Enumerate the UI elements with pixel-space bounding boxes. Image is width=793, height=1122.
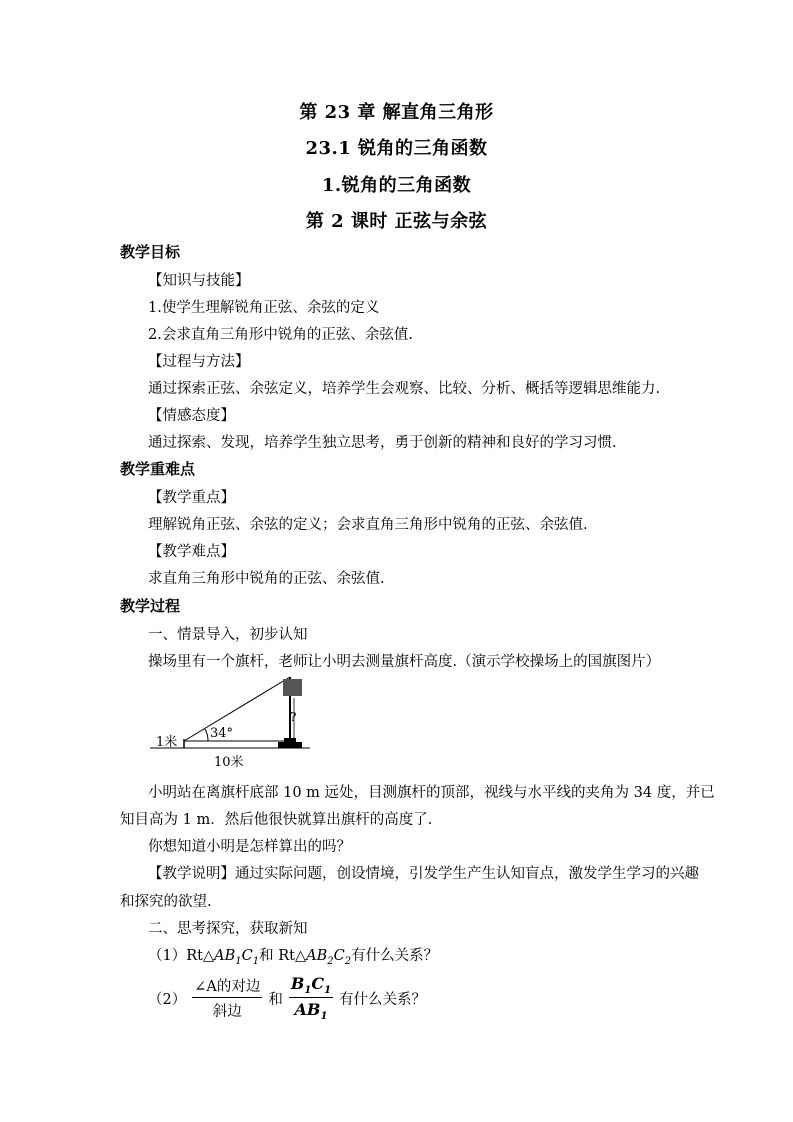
- question-text: 你想知道小明是怎样算出的吗？: [148, 839, 351, 855]
- note-line-2: 和探究的欲望.: [120, 894, 212, 910]
- q2-prefix: （2）: [148, 991, 187, 1008]
- focus-text: 理解锐角正弦、余弦的定义；会求直角三角形中锐角的正弦、余弦值.: [148, 517, 588, 533]
- unknown-height-label: ?: [290, 710, 297, 724]
- subsection-title: 1.锐角的三角函数: [321, 175, 472, 196]
- frac2-num-a: B: [290, 974, 305, 993]
- angle-label: 34°: [210, 726, 234, 741]
- emotion-label: 【情感态度】: [148, 408, 235, 424]
- q1-t2-sub1: 2: [327, 955, 334, 967]
- part2-title: 二、思考探究，获取新知: [148, 921, 308, 937]
- question-2: [148, 974, 426, 1022]
- key-points-heading: 教学重难点: [120, 460, 196, 478]
- frac2-num-b: C: [311, 974, 325, 993]
- objectives-heading: 教学目标: [120, 243, 181, 261]
- sight-line: [184, 677, 290, 741]
- flag: [283, 679, 302, 696]
- angle-arc: [205, 729, 208, 741]
- q1-t1-sub2: 1: [252, 955, 260, 967]
- flagpole-figure: [150, 672, 320, 772]
- knowledge-item-1: 1.使学生理解锐角正弦、余弦的定义: [148, 300, 380, 316]
- frac2-den-sub: 1: [320, 1011, 328, 1023]
- fraction-2-denominator: [295, 998, 328, 1022]
- frac2-den-a: AB: [294, 1000, 321, 1020]
- process-label: 【过程与方法】: [148, 354, 250, 370]
- process-text: 通过探索正弦、余弦定义，培养学生会观察、比较、分析、概括等逻辑思维能力.: [148, 381, 661, 397]
- q2-and: 和: [268, 991, 283, 1008]
- knowledge-item-2: 2.会求直角三角形中锐角的正弦、余弦值.: [148, 327, 413, 343]
- story-line-1: 小明站在离旗杆底部 10 m 远处，目测旗杆的顶部，视线与水平线的夹角为 34 度，并已: [148, 785, 715, 801]
- focus-label: 【教学重点】: [148, 490, 235, 506]
- note-label: 【教学说明】: [148, 866, 235, 882]
- note-text-1: 通过实际问题，创设情境，引发学生产生认知盲点，激发学生学习的兴趣: [235, 866, 699, 882]
- process-heading: 教学过程: [120, 597, 181, 615]
- fraction-angle-ratio: [192, 975, 262, 1021]
- note-line-1: [148, 862, 699, 883]
- part1-intro: 操场里有一个旗杆，老师让小明去测量旗杆高度.（演示学校操场上的国旗图片）: [148, 654, 661, 670]
- q2-suffix: 有什么关系？: [339, 991, 427, 1008]
- eye-height-label: 1米: [156, 735, 178, 750]
- fraction-1-numerator: ∠A的对边: [192, 975, 262, 998]
- q1-t1-c: C: [241, 948, 253, 964]
- q1-t1-sub1: 1: [235, 955, 242, 967]
- q1-t2-sub2: 2: [344, 955, 352, 967]
- fraction-2-numerator: [289, 974, 333, 998]
- part1-title: 一、情景导入，初步认知: [148, 627, 308, 643]
- pole-base-bottom: [278, 742, 302, 748]
- q1-prefix: （1）Rt△: [148, 948, 215, 964]
- q1-t2-c: C: [333, 948, 345, 964]
- frac2-num-sub2: 1: [324, 985, 332, 997]
- distance-label: 10米: [214, 755, 244, 770]
- section-title: 23.1 锐角的三角函数: [305, 138, 488, 159]
- lesson-title: 第 2 课时 正弦与余弦: [305, 211, 488, 232]
- difficulty-text: 求直角三角形中锐角的正弦、余弦值.: [148, 571, 385, 587]
- emotion-text: 通过探索、发现，培养学生独立思考，勇于创新的精神和良好的学习习惯.: [148, 435, 617, 451]
- q1-t2-a: AB: [306, 948, 328, 964]
- frac2-num-sub1: 1: [304, 985, 312, 997]
- fraction-1-denominator: 斜边: [212, 1004, 242, 1021]
- q1-t1-a: AB: [214, 948, 236, 964]
- chapter-title: 第 23 章 解直角三角形: [299, 102, 494, 123]
- q1-suffix: 有什么关系？: [351, 948, 439, 964]
- question-1: [148, 944, 438, 967]
- story-line-2: 知目高为 1 m．然后他很快就算出旗杆的高度了.: [120, 812, 433, 828]
- knowledge-label: 【知识与技能】: [148, 273, 250, 289]
- fraction-side-ratio: [289, 974, 333, 1022]
- difficulty-label: 【教学难点】: [148, 544, 235, 560]
- q1-mid: 和 Rt△: [259, 948, 307, 964]
